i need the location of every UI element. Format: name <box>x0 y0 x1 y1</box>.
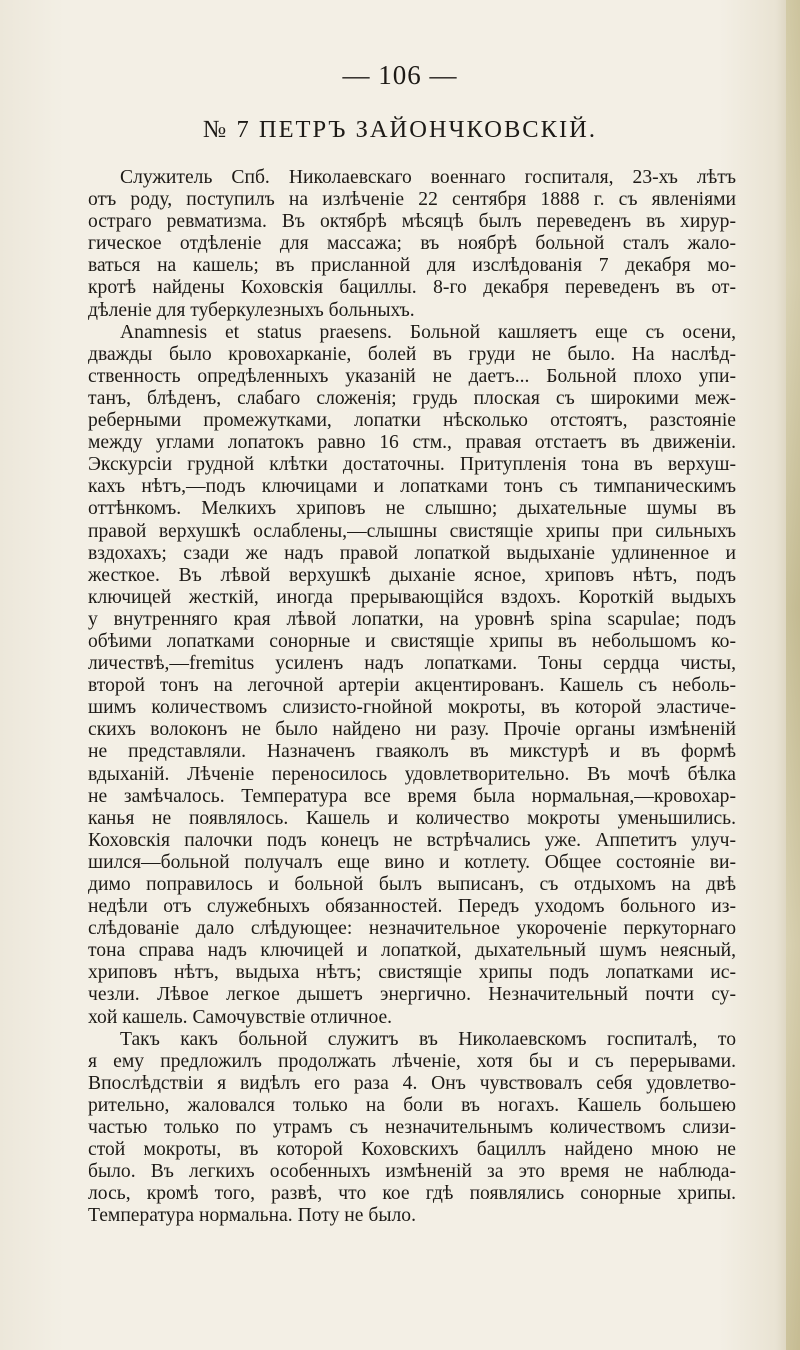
text-line: Служитель Спб. Николаевскаго военнаго госпиталя, 23-хъ лѣтъ <box>120 167 736 188</box>
text-line: шимъ количествомъ слизисто-гнойной мокроты, въ которой эластиче- <box>88 697 736 719</box>
page-edge-stain <box>786 0 800 1350</box>
text-line: Экскурсіи грудной клѣтки достаточны. Притупленія тона въ верхуш- <box>88 454 736 476</box>
text-line: обѣими лопатками сонорные и свистящіе хрипы въ небольшомъ ко- <box>88 630 736 652</box>
text-line: личествѣ,—fremitus усиленъ надъ лопатками. Тоны сердца чисты, <box>88 653 736 675</box>
text-line: скихъ волоконъ не было найдено ни разу. Прочіе органы измѣненій <box>88 719 736 741</box>
text-line: Впослѣдствіи я видѣлъ его раза 4. Онъ чувствовалъ себя удовлетво- <box>88 1072 736 1094</box>
text-line: танъ, блѣденъ, слабаго сложенія; грудь плоская съ широкими меж- <box>88 387 736 409</box>
text-line: частью только по утрамъ съ незначительнымъ количествомъ слизи- <box>88 1117 736 1139</box>
text-line: кротѣ найдены Коховскія бациллы. 8-го декабря переведенъ въ от- <box>88 277 736 299</box>
page-number: — 106 — <box>342 60 458 90</box>
text-line: шился—больной получалъ еще вино и котлету. Общее состояніе ви- <box>88 851 736 873</box>
text-line: ключицей жесткій, иногда прерывающійся вздохъ. Короткій выдыхъ <box>88 586 736 608</box>
case-heading: № 7 ПЕТРЪ ЗАЙОНЧКОВСКІЙ. <box>203 116 597 143</box>
text-line: канья не появлялось. Кашель и количество мокроты уменьшились. <box>88 807 736 829</box>
text-line: хой кашель. Самочувствіе отличное. <box>88 1006 393 1028</box>
text-line: хриповъ нѣтъ, выдыха нѣтъ; свистящіе хрипы подъ лопатками ис- <box>88 962 736 984</box>
paragraph-anamnesis <box>88 322 736 1029</box>
text-line: реберными промежутками, лопатки нѣсколько отстоятъ, разстояніе <box>88 410 736 432</box>
text-line: правой верхушкѣ ослаблены,—слышны свистящіе хрипы при сильныхъ <box>88 520 736 542</box>
text-line: между углами лопатокъ равно 16 стм., правая отстаетъ въ движеніи. <box>88 432 736 454</box>
text-line: стой мокроты, въ которой Коховскихъ бациллъ найдено мною не <box>88 1139 736 1161</box>
text-line: Такъ какъ больной служитъ въ Николаевскомъ госпиталѣ, то <box>120 1028 736 1050</box>
text-line: отъ роду, поступилъ на излѣченіе 22 сентября 1888 г. съ явленіями <box>88 189 736 211</box>
text-line: ственность опредѣленныхъ указаній не даетъ... Больной плохо упи- <box>88 365 736 387</box>
text-line: кахъ нѣтъ,—подъ ключицами и лопатками тонъ съ тимпаническимъ <box>88 476 736 498</box>
paragraph-followup <box>88 1029 736 1228</box>
text-line: не замѣчалось. Температура все время была нормальная,—кровохар- <box>88 785 736 807</box>
text-line: гическое отдѣленіе для массажа; въ ноябрѣ больной сталъ жало- <box>88 233 736 255</box>
text-line: лось, кромѣ того, развѣ, что кое гдѣ появлялись сонорные хрипы. <box>88 1183 736 1205</box>
text-line: ваться на кашель; въ присланной для изслѣдованія 7 декабря мо- <box>88 255 736 277</box>
text-line: Температура нормальна. Поту не было. <box>88 1205 416 1227</box>
text-line: димо поправилось и больной былъ выписанъ, съ отдыхомъ на двѣ <box>88 874 736 895</box>
text-line: второй тонъ на легочной артеріи акцентированъ. Кашель съ неболь- <box>88 675 736 697</box>
text-line: не представляли. Назначенъ гваяколъ въ микстурѣ и въ формѣ <box>88 741 736 763</box>
text-line: вздохахъ; сзади же надъ правой лопаткой выдыханіе удлиненное и <box>88 542 736 564</box>
paragraph-history <box>88 167 736 322</box>
text-line: слѣдованіе дало слѣдующее: незначительное укороченіе перкуторнаго <box>88 918 736 940</box>
text-line: вдыханій. Лѣченіе переносилось удовлетворительно. Въ мочѣ бѣлка <box>88 763 736 785</box>
case-body <box>88 167 736 1228</box>
text-line: у внутренняго края лѣвой лопатки, на уровнѣ spina scapulae; подъ <box>88 608 736 630</box>
text-line: рительно, жаловался только на боли въ ногахъ. Кашель большею <box>88 1094 736 1116</box>
text-line: дважды было кровохарканіе, болей въ груди не было. На наслѣд- <box>88 343 736 365</box>
text-line: жесткое. Въ лѣвой верхушкѣ дыханіе ясное, хриповъ нѣтъ, подъ <box>88 564 736 586</box>
text-line: остраго ревматизма. Въ октябрѣ мѣсяцѣ былъ переведенъ въ хирур- <box>88 211 736 233</box>
text-line: тона справа надъ ключицей и лопаткой, дыхательный шумъ неясный, <box>88 940 736 962</box>
text-line: Коховскія палочки подъ конецъ не встрѣчались уже. Аппетитъ улуч- <box>88 829 736 851</box>
text-line: Anamnesis et status praesens. Больной кашляетъ еще съ осени, <box>120 321 736 343</box>
text-line: чезли. Лѣвое легкое дышетъ энергично. Незначительный почти су- <box>88 984 736 1006</box>
text-line: дѣленіе для туберкулезныхъ больныхъ. <box>88 299 415 321</box>
text-line: недѣли отъ служебныхъ обязанностей. Передъ уходомъ больного из- <box>88 896 736 918</box>
text-line: оттѣнкомъ. Мелкихъ хриповъ не слышно; дыхательные шумы въ <box>88 498 736 520</box>
text-line: было. Въ легкихъ особенныхъ измѣненій за это время не наблюда- <box>88 1161 736 1183</box>
text-line: я ему предложилъ продолжать лѣченіе, хотя бы и съ перерывами. <box>88 1050 736 1072</box>
